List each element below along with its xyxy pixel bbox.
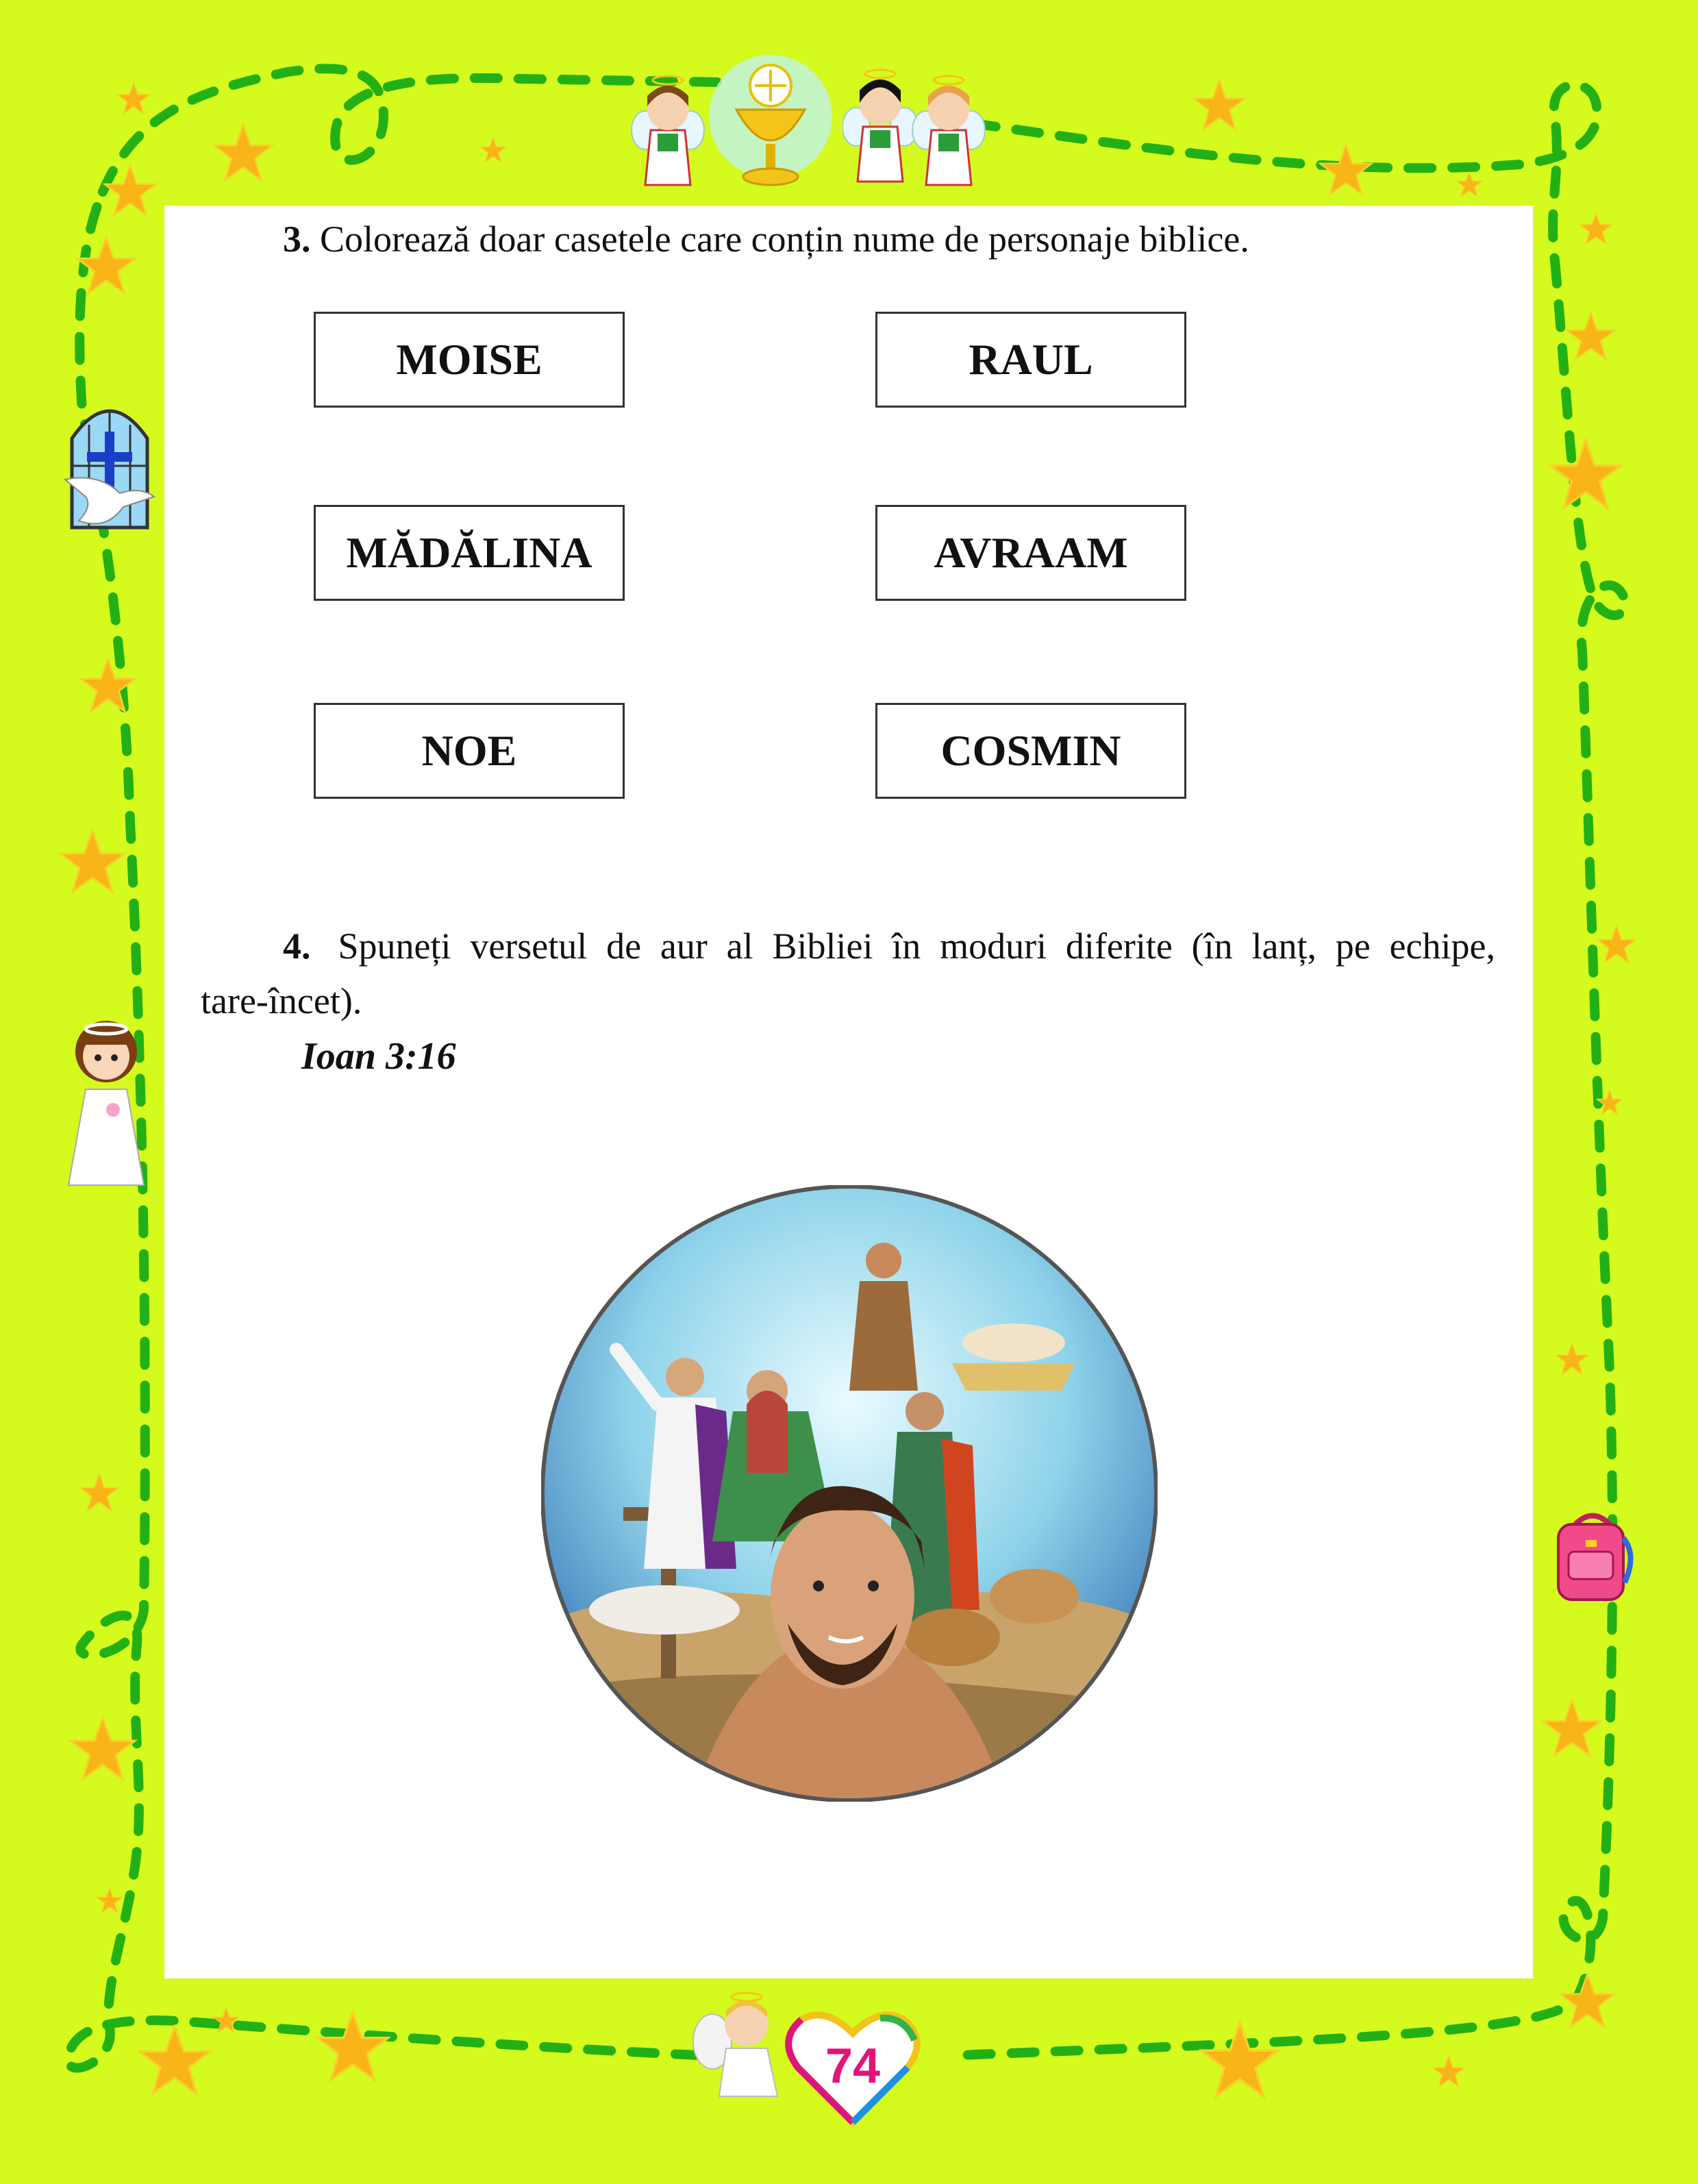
page-number: 74 <box>825 2039 881 2094</box>
angel-icon <box>911 65 986 195</box>
task-4-instruction-line-1 <box>283 925 1495 967</box>
verse-reference: Ioan 3:16 <box>301 1035 456 1078</box>
name-box-cosmin[interactable]: COSMIN <box>875 703 1186 799</box>
angel-icon <box>842 55 918 192</box>
name-box-avraam[interactable]: AVRAAM <box>875 505 1186 601</box>
task-4-instruction-line-2: tare-încet). <box>201 980 362 1021</box>
name-box-raul[interactable]: RAUL <box>875 312 1186 408</box>
task-4-number: 4. <box>283 926 311 967</box>
name-box-moise[interactable]: MOISE <box>314 312 625 408</box>
task-4-text-line-1: Spuneți versetul de aur al Bibliei în moduri diferite (în lanț, pe echipe, <box>338 926 1495 967</box>
chalice-icon <box>706 55 836 192</box>
task-3-instruction <box>283 218 1249 260</box>
task-3-text: Colorează doar casetele care conțin nume de personaje biblice. <box>320 219 1249 260</box>
church-window-dove-icon <box>58 384 161 541</box>
name-box-noe[interactable]: NOE <box>314 703 625 799</box>
girl-figure-icon <box>62 1014 151 1192</box>
biblical-scene-medallion <box>541 1185 1158 1802</box>
praying-angel-icon <box>692 1987 788 2103</box>
task-3-number: 3. <box>283 219 311 260</box>
name-box-madalina[interactable]: MĂDĂLINA <box>314 505 625 601</box>
backpack-icon <box>1548 1507 1637 1603</box>
angel-icon <box>630 65 706 195</box>
